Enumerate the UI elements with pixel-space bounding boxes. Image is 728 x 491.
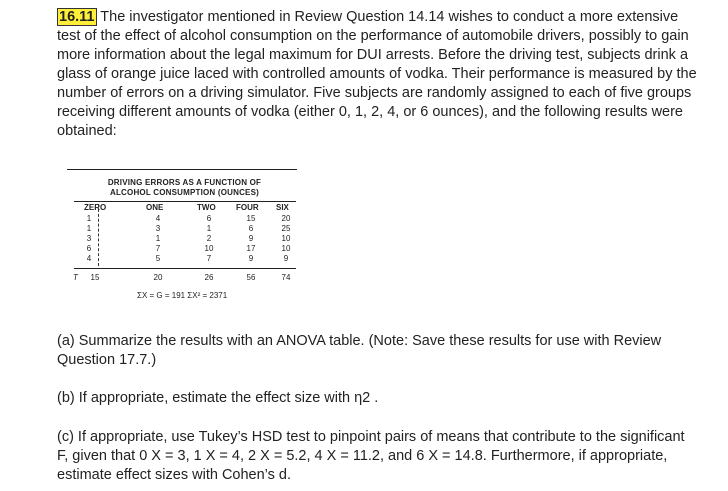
- cell: 9: [248, 234, 254, 243]
- part-b: (b) If appropriate, estimate the effect size with η2 .: [57, 390, 379, 406]
- totals-label: T: [73, 273, 78, 282]
- cell: 3: [86, 234, 92, 243]
- part-c: (c) If appropriate, use Tukey’s HSD test to pinpoint pairs of means that contribute to the significant F, given that 0 X = 3, 1 X = 4, 2 X = 5.2, 4 X = 11.2, and 6 X = 14.8. Furthermore, if appropriate, estimate effect sizes with Cohen’s d.: [57, 429, 685, 483]
- cell: 25: [281, 224, 291, 233]
- cell: 7: [155, 244, 161, 253]
- cell: 9: [248, 254, 254, 263]
- total-one: 20: [153, 273, 163, 282]
- col-header-two: TWO: [197, 203, 216, 212]
- part-a: (a) Summarize the results with an ANOVA table. (Note: Save these results for use with Review Question 17.7.): [57, 333, 662, 368]
- cell: 10: [204, 244, 214, 253]
- total-two: 26: [204, 273, 214, 282]
- cell: 2: [206, 234, 212, 243]
- cell: 10: [281, 244, 291, 253]
- cell: 20: [281, 214, 291, 223]
- data-table: [67, 169, 297, 304]
- col-header-four: FOUR: [236, 203, 259, 212]
- total-six: 74: [281, 273, 291, 282]
- cell: 1: [155, 234, 161, 243]
- cell: 1: [86, 224, 92, 233]
- cell: 17: [246, 244, 256, 253]
- question-intro-text: The investigator mentioned in Review Question 14.14 wishes to conduct a more extensive test of the effect of alcohol consumption on the performance of automobile drivers, possibly to gain more information about the legal maximum for DUI arrests. Before the driving test, subjects drink a glass of orange juice laced with controlled amounts of vodka. Their performance is measured by the number of errors on a driving simulator. Five subjects are randomly assigned to each of five groups receiving different amounts of vodka (either 0, 1, 2, 4, or 6 ounces), and the following results were obtained:: [57, 9, 697, 139]
- table-summary: ΣX = G = 191 ΣX² = 2371: [137, 291, 228, 300]
- table-title: [67, 178, 302, 198]
- question-intro: [57, 8, 697, 141]
- cell: 6: [206, 214, 212, 223]
- cell: 6: [248, 224, 254, 233]
- cell: 1: [86, 214, 92, 223]
- cell: 15: [246, 214, 256, 223]
- col-header-one: ONE: [146, 203, 164, 212]
- col-one: [147, 214, 169, 264]
- col-two: [198, 214, 220, 264]
- cell: 4: [155, 214, 161, 223]
- header-rule: [74, 201, 296, 202]
- cell: 5: [155, 254, 161, 263]
- col-four: [240, 214, 262, 264]
- cell: 9: [283, 254, 289, 263]
- col-zero: [78, 214, 100, 264]
- table-title-line2: ALCOHOL CONSUMPTION (OUNCES): [109, 188, 259, 197]
- col-header-zero: ZERO: [84, 203, 107, 212]
- table-title-line1: DRIVING ERRORS AS A FUNCTION OF: [107, 178, 262, 187]
- total-four: 56: [246, 273, 256, 282]
- cell: 7: [206, 254, 212, 263]
- cell: 10: [281, 234, 291, 243]
- col-header-six: SIX: [276, 203, 289, 212]
- totals-rule: [74, 268, 296, 269]
- cell: 4: [86, 254, 92, 263]
- cell: 1: [206, 224, 212, 233]
- total-zero: 15: [90, 273, 100, 282]
- cell: 6: [86, 244, 92, 253]
- col-six: [275, 214, 297, 264]
- cell: 3: [155, 224, 161, 233]
- question-number: 16.11: [59, 9, 95, 25]
